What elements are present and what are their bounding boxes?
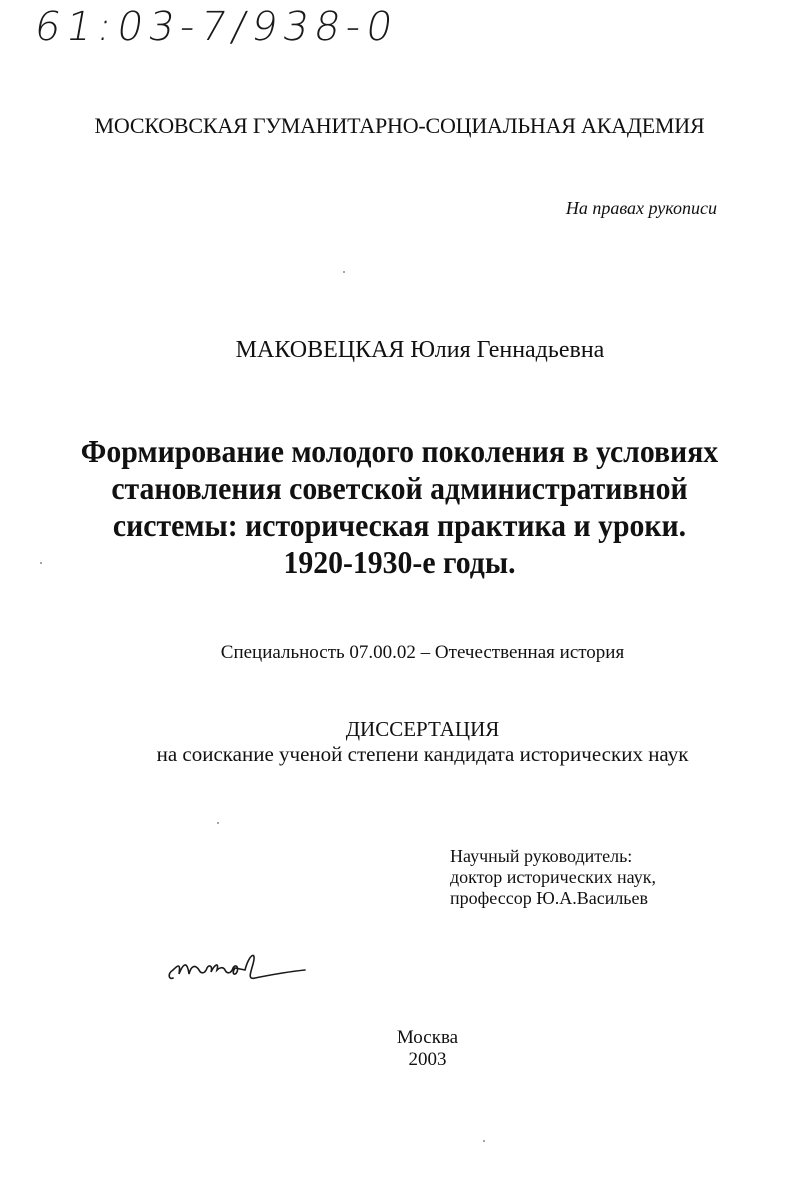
supervisor-block bbox=[450, 846, 656, 909]
supervisor-line: Научный руководитель: bbox=[450, 846, 633, 866]
supervisor-line: профессор Ю.А.Васильев bbox=[450, 888, 649, 908]
author-name: МАКОВЕЦКАЯ Юлия Геннадьевна bbox=[235, 337, 605, 363]
scan-speck bbox=[483, 1140, 485, 1142]
scan-speck bbox=[343, 271, 345, 273]
dissertation-title bbox=[28, 433, 771, 581]
signature bbox=[165, 940, 315, 995]
title-line: 1920-1930-е годы. bbox=[283, 544, 516, 580]
signature-icon bbox=[165, 940, 315, 990]
rights-note: На правах рукописи bbox=[565, 198, 717, 218]
degree-description: на соискание ученой степени кандидата исторических наук bbox=[156, 742, 689, 766]
year: 2003 bbox=[408, 1049, 447, 1070]
title-line: становления советской административной bbox=[111, 470, 688, 506]
handwritten-catalog-code: 61:03-7/938-0 bbox=[30, 4, 402, 50]
scan-speck bbox=[40, 562, 42, 564]
city: Москва bbox=[396, 1027, 459, 1048]
specialty: Специальность 07.00.02 – Отечественная история bbox=[220, 642, 625, 663]
title-line: системы: историческая практика и уроки. bbox=[112, 507, 687, 543]
work-type: ДИССЕРТАЦИЯ bbox=[345, 717, 500, 741]
scan-speck bbox=[217, 822, 219, 824]
institution-name: МОСКОВСКАЯ ГУМАНИТАРНО-СОЦИАЛЬНАЯ АКАДЕМИЯ bbox=[94, 113, 705, 138]
supervisor-line: доктор исторических наук, bbox=[450, 867, 656, 887]
city-year bbox=[0, 1027, 799, 1071]
title-line: Формирование молодого поколения в условиях bbox=[80, 433, 719, 469]
